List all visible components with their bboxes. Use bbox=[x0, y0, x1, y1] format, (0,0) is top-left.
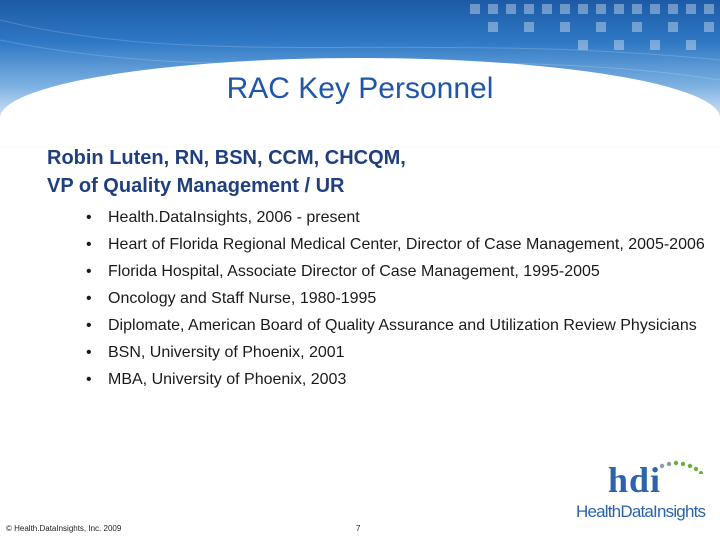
logo-mark: hdi bbox=[608, 460, 662, 500]
footer-copyright: © Health.DataInsights, Inc. 2009 bbox=[6, 524, 122, 533]
list-item: • Heart of Florida Regional Medical Center, Director of Case Management, 2005-2006 bbox=[86, 231, 706, 258]
person-name-credentials: Robin Luten, RN, BSN, CCM, CHCQM, bbox=[47, 147, 406, 169]
list-item: • BSN, University of Phoenix, 2001 bbox=[86, 339, 706, 366]
list-item: • Florida Hospital, Associate Director of Case Management, 1995-2005 bbox=[86, 258, 706, 285]
person-role: VP of Quality Management / UR bbox=[47, 175, 345, 197]
experience-list bbox=[86, 204, 706, 393]
person-heading bbox=[47, 144, 406, 200]
list-item: • Oncology and Staff Nurse, 1980-1995 bbox=[86, 285, 706, 312]
slide-title: RAC Key Personnel bbox=[226, 72, 494, 105]
page-number: 7 bbox=[356, 524, 361, 533]
logo-wordmark: HealthDataInsights bbox=[576, 502, 706, 521]
list-item: • Diplomate, American Board of Quality Assurance and Utilization Review Physicians bbox=[86, 312, 706, 339]
list-item: • Health.DataInsights, 2006 - present bbox=[86, 204, 706, 231]
company-logo bbox=[574, 460, 706, 526]
list-item: • MBA, University of Phoenix, 2003 bbox=[86, 366, 706, 393]
